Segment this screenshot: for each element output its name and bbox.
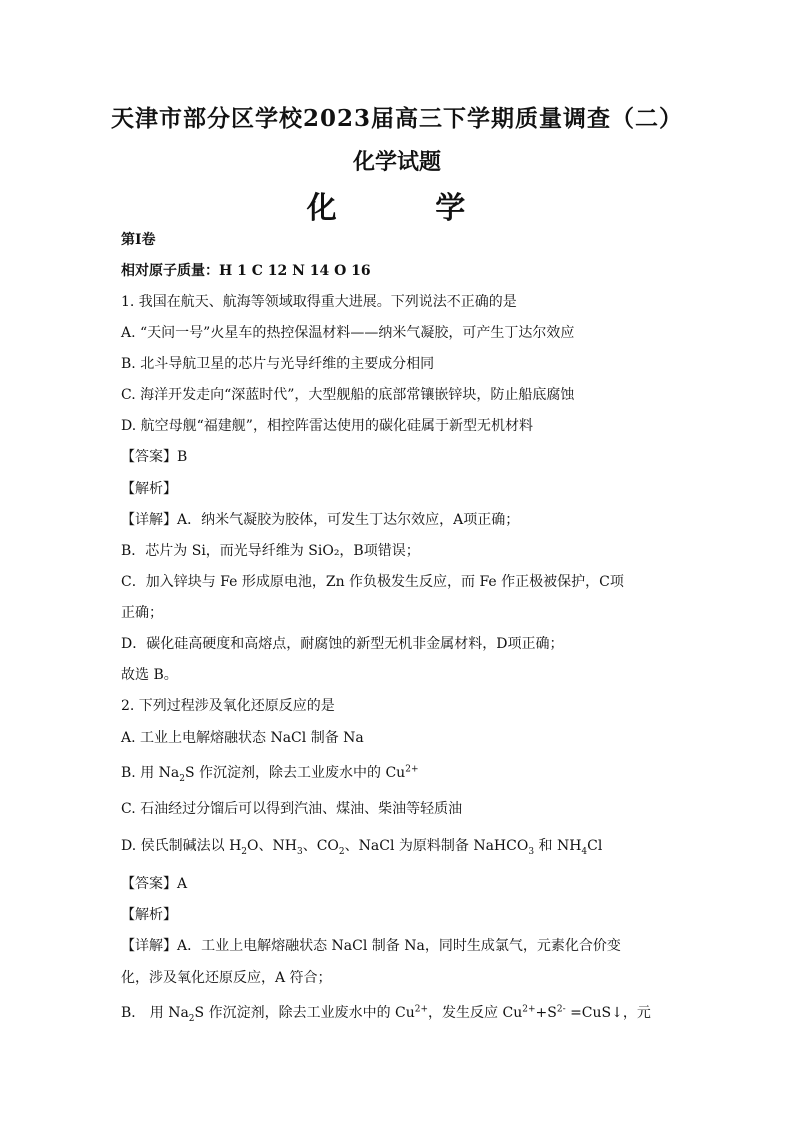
q2-detail-b-part3: ，发生反应 Cu xyxy=(428,1005,523,1021)
q1-detail-a-text: A．纳米气凝胶为胶体，可发生丁达尔效应，A项正确； xyxy=(177,512,520,528)
q2-analysis-label: 【解析】 xyxy=(121,907,177,923)
q1-detail-b xyxy=(121,540,420,560)
q1-detail-b-text2: ₂，B项错误； xyxy=(333,543,420,559)
q2-detail-b-part4: +S xyxy=(535,1005,557,1021)
q1-option-c: C. 海洋开发走向“深蓝时代”，大型舰船的底部常镶嵌锌块，防止船底腐蚀 xyxy=(121,387,575,403)
q2-option-d-part1: D. 侯氏制碱法以 H xyxy=(121,838,242,854)
q2-option-d-sub4: 3 xyxy=(528,846,535,857)
q1-answer xyxy=(121,446,187,466)
q1-answer-value: B xyxy=(177,449,188,465)
q2-option-d-sub3: 2 xyxy=(338,846,345,857)
q2-stem: 2. 下列过程涉及氧化还原反应的是 xyxy=(121,698,335,714)
document-subtitle: 化学试题 xyxy=(352,149,441,175)
q1-detail-c: C．加入锌块与 Fe 形成原电池，Zn 作负极发生反应，而 Fe 作正极被保护，C项 xyxy=(121,574,624,590)
q2-detail-b-sup2: 2+ xyxy=(522,1004,536,1015)
q2-option-d-part5: 和 NH xyxy=(534,838,582,854)
q2-answer-value: A xyxy=(177,876,188,892)
q2-detail-b-sup: 2+ xyxy=(414,1004,429,1015)
q2-detail-b-part2: S 作沉淀剂，除去工业废水中的 Cu xyxy=(194,1005,415,1021)
q2-option-b-part2: S 作沉淀剂，除去工业废水中的 Cu xyxy=(184,765,406,781)
q1-analysis-label: 【解析】 xyxy=(121,481,177,497)
volume-label: 第I卷 xyxy=(121,232,156,248)
q1-detail-b-text: B．芯片为 Si，而光导纤维为 SiO xyxy=(121,543,334,559)
q1-option-d: D. 航空母舰“福建舰”，相控阵雷达使用的碳化硅属于新型无机材料 xyxy=(121,418,533,434)
q2-detail-b-sub: 2 xyxy=(188,1013,195,1024)
q2-detail-b xyxy=(121,1002,651,1024)
q2-option-d-part4: 、NaCl 为原料制备 NaHCO xyxy=(344,838,529,854)
q2-option-d-part3: 、CO xyxy=(302,838,339,854)
q2-option-d-part2: O、NH xyxy=(247,838,297,854)
q1-detail-label: 【详解】 xyxy=(121,512,177,528)
q1-detail-c-cont: 正确； xyxy=(121,605,163,621)
q2-option-d-part6: Cl xyxy=(587,838,603,854)
q2-option-c: C. 石油经过分馏后可以得到汽油、煤油、柴油等轻质油 xyxy=(121,801,463,817)
q1-option-b: B. 北斗导航卫星的芯片与光导纤维的主要成分相同 xyxy=(121,356,435,372)
q1-detail-a xyxy=(121,509,519,529)
q2-detail-a xyxy=(121,935,621,955)
q2-option-b-sub: 2 xyxy=(179,773,185,784)
document-title: 天津市部分区学校2023届高三下学期质量调查（二） xyxy=(110,105,683,132)
atomic-masses: 相对原子质量：H 1 C 12 N 14 O 16 xyxy=(121,263,371,279)
q2-option-a: A. 工业上电解熔融状态 NaCl 制备 Na xyxy=(121,730,364,746)
q1-option-a: A. “天问一号”火星车的热控保温材料——纳米气凝胶，可产生丁达尔效应 xyxy=(121,325,575,341)
q2-answer xyxy=(121,873,187,893)
q2-detail-a-text: A．工业上电解熔融状态 NaCl 制备 Na，同时生成氯气，元素化合价变 xyxy=(177,938,621,954)
q2-detail-b-part5: =CuS↓，元 xyxy=(565,1005,651,1021)
q1-detail-d: D．碳化硅高硬度和高熔点，耐腐蚀的新型无机非金属材料，D项正确； xyxy=(121,636,564,652)
subject-heading: 化 学 xyxy=(306,191,510,226)
q2-option-d xyxy=(121,835,602,857)
q2-option-d-sub1: 2 xyxy=(241,846,248,857)
q2-option-d-sub5: 4 xyxy=(581,846,588,857)
q2-option-b-sup: 2+ xyxy=(405,764,419,775)
q2-detail-b-sup3: 2- xyxy=(556,1004,566,1015)
q2-detail-b-part1: B． 用 Na xyxy=(121,1005,189,1021)
q2-option-b xyxy=(121,762,419,784)
q1-answer-label: 【答案】 xyxy=(121,449,177,465)
q1-conclusion: 故选 B。 xyxy=(121,667,178,683)
q2-answer-label: 【答案】 xyxy=(121,876,177,892)
q2-detail-a-cont: 化，涉及氧化还原反应，A 符合； xyxy=(121,970,332,986)
q2-detail-label: 【详解】 xyxy=(121,938,177,954)
q2-option-b-part1: B. 用 Na xyxy=(121,765,180,781)
q1-stem: 1. 我国在航天、航海等领域取得重大进展。下列说法不正确的是 xyxy=(121,294,517,310)
q2-option-d-sub2: 3 xyxy=(296,846,303,857)
